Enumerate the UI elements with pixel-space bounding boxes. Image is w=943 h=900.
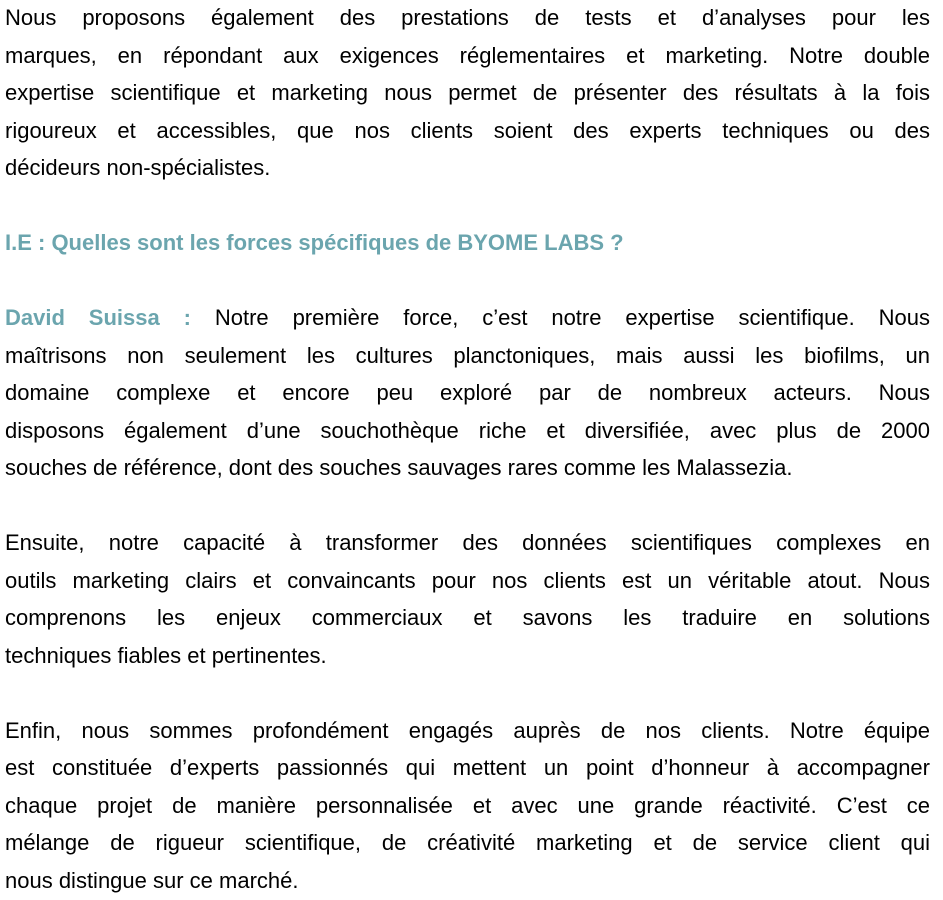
paragraph-strengths [5,299,930,487]
text-line: domaine complexe et encore peu exploré par de nombreux acteurs. Nous [5,380,930,405]
text-line: Enfin, nous sommes profondément engagés auprès de nos clients. Notre équipe [5,717,930,743]
text-line: Nous proposons également des prestations de tests et d’analyses pour les [5,5,930,30]
text-line: maîtrisons non seulement les cultures planctoniques, mais aussi les biofilms, un [5,342,930,368]
text-line: nous distingue sur ce marché. [5,867,299,893]
text-line: Ensuite, notre capacité à transformer des données scientifiques complexes en [5,530,930,555]
text-line: marques, en répondant aux exigences réglementaires et marketing. Notre double [5,42,930,68]
text-line: comprenons les enjeux commerciaux et savons les traduire en solutions [5,605,930,630]
text-line: expertise scientifique et marketing nous permet de présenter des résultats à la fois [5,80,930,105]
text-line: rigoureux et accessibles, que nos clients soient des experts techniques ou des [5,117,930,143]
section-heading: I.E : Quelles sont les forces spécifiques de BYOME LABS ? [5,230,624,255]
text-line: disposons également d’une souchothèque riche et diversifiée, avec plus de 2000 [5,417,930,443]
article-body [5,0,930,899]
text-line: outils marketing clairs et convaincants pour nos clients est un véritable atout. Nous [5,567,930,593]
paragraph-marketing [5,524,930,674]
text-line: est constituée d’experts passionnés qui mettent un point d’honneur à accompagner [5,755,930,780]
speaker-name: David Suissa : [5,305,191,330]
text-line [5,299,930,337]
text-line: souches de référence, dont des souches sauvages rares comme les Malassezia. [5,455,793,480]
text-fragment: Notre première force, c’est notre expertise scientifique. Nous [214,305,930,330]
text-line: décideurs non-spécialistes. [5,155,271,180]
text-line: techniques fiables et pertinentes. [5,642,327,668]
text-line: chaque projet de manière personnalisée et avec une grande réactivité. C’est ce [5,792,930,818]
text-line: mélange de rigueur scientifique, de créativité marketing et de service client qui [5,830,930,855]
paragraph-engagement [5,712,930,900]
paragraph-intro [5,0,930,187]
